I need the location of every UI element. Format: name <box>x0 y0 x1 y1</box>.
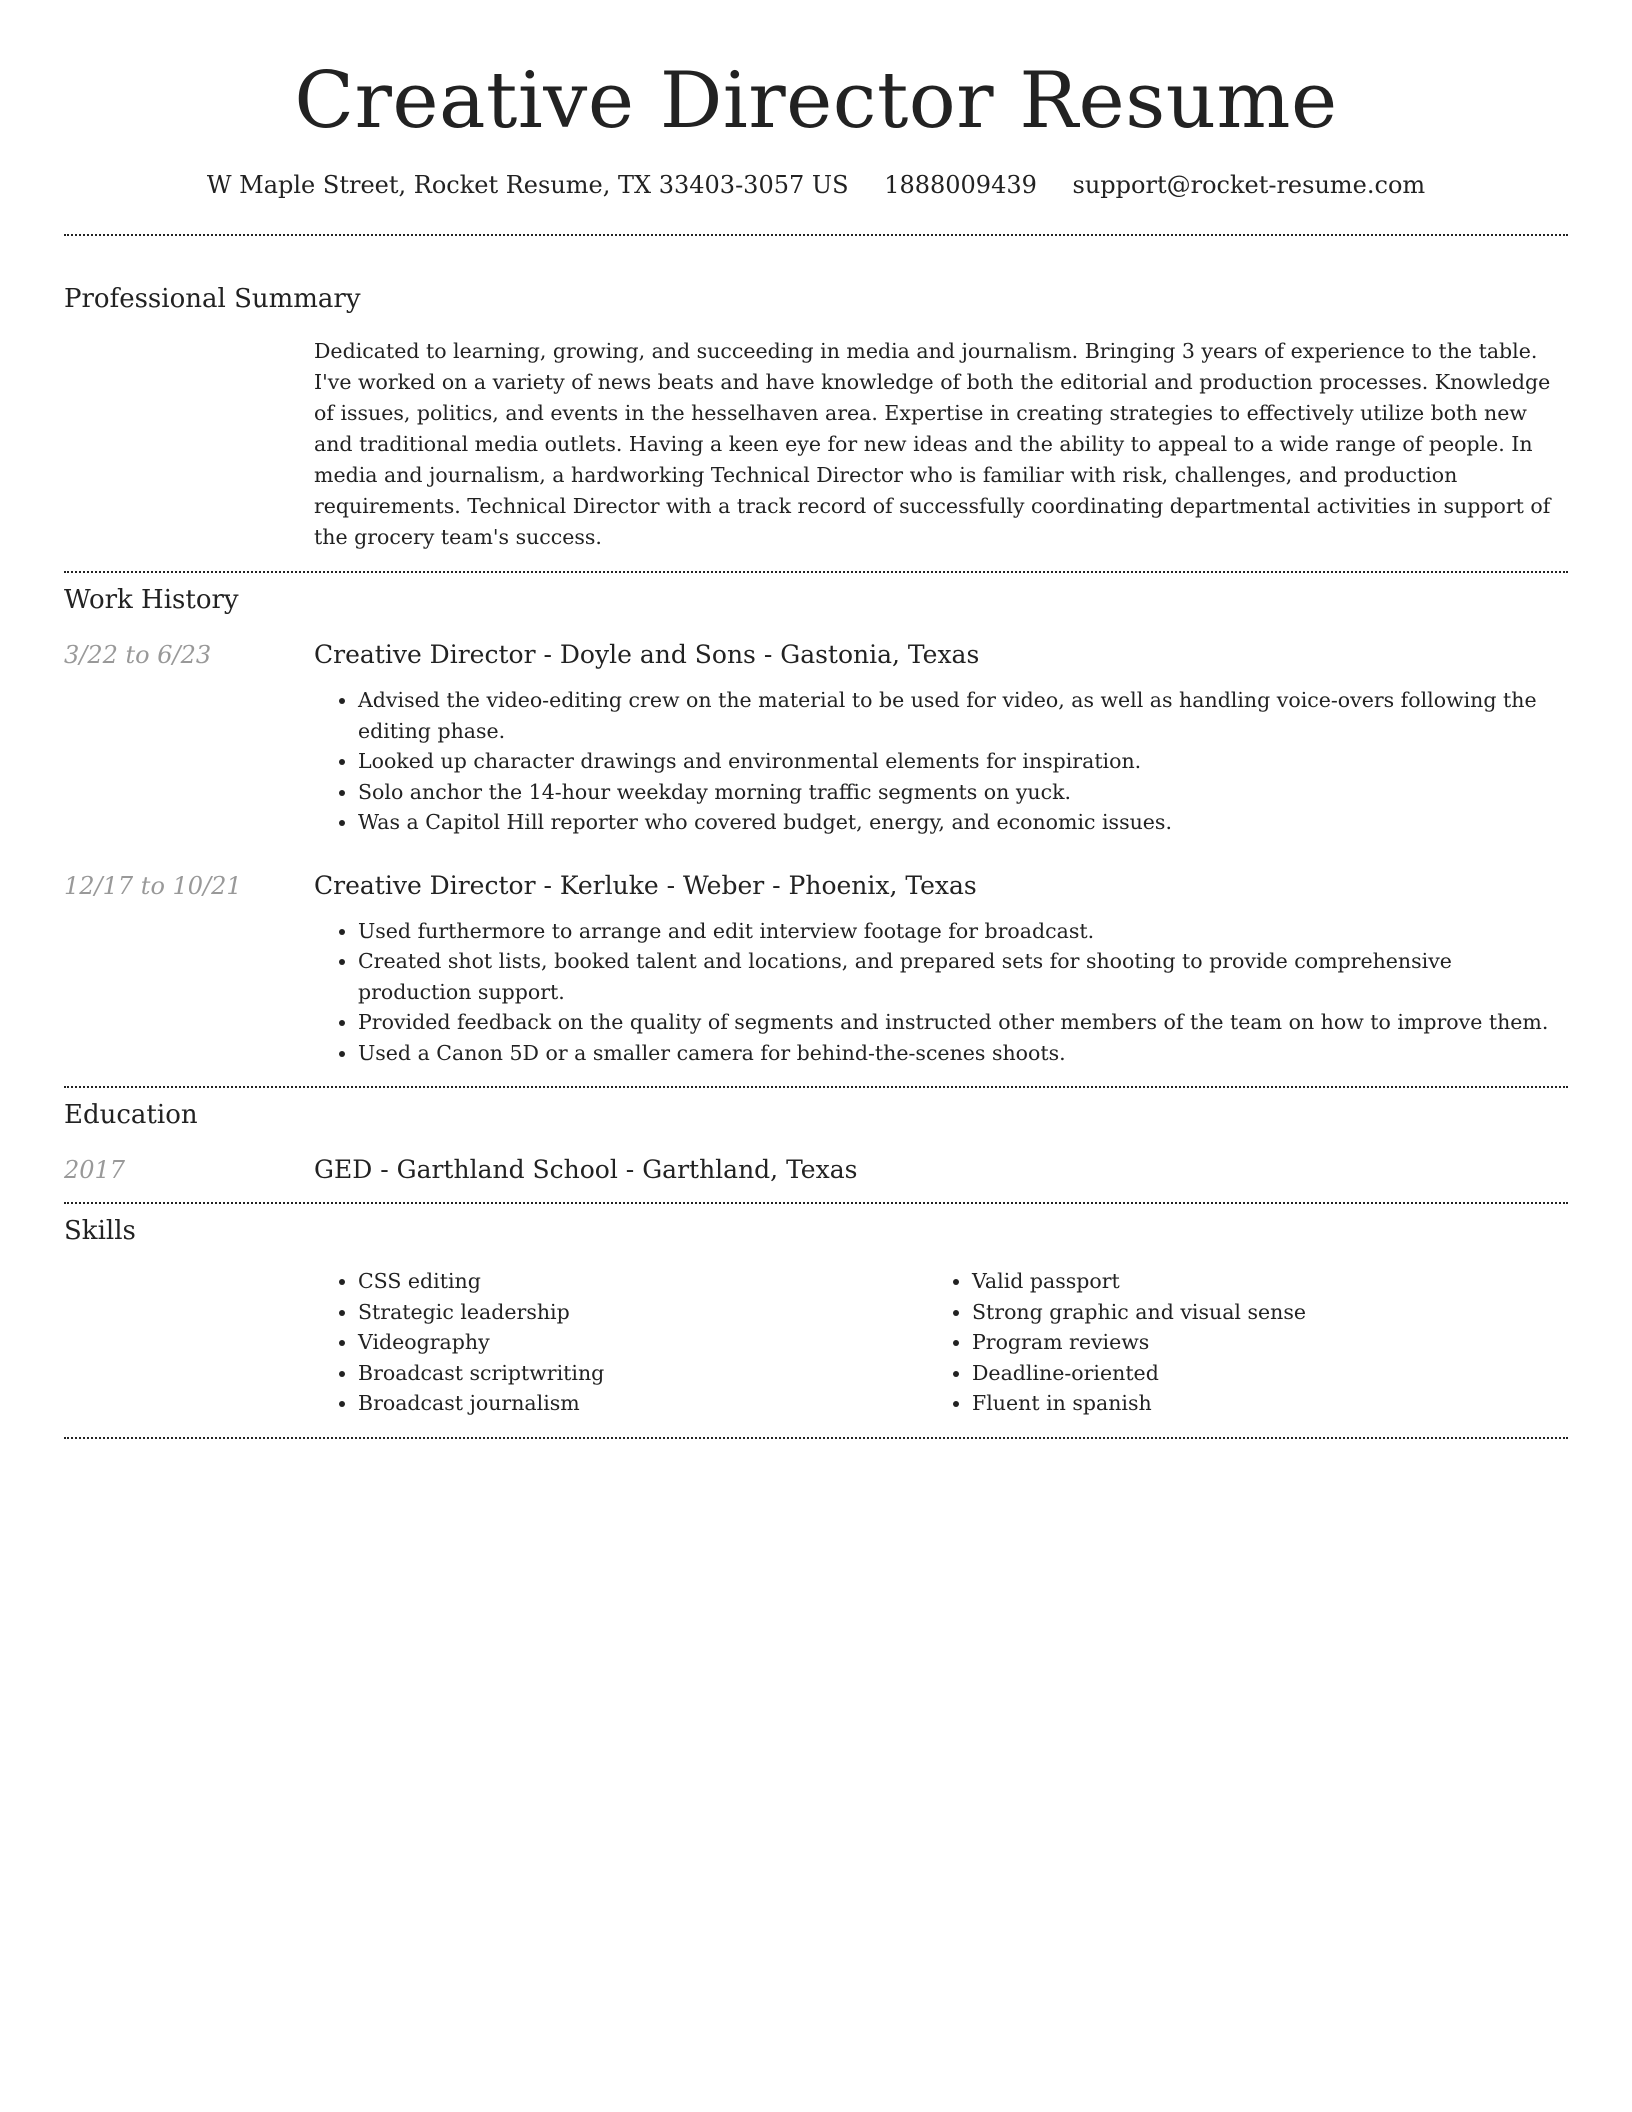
skill-item: • Videography <box>358 1327 928 1358</box>
job-dates: 12/17 to 10/21 <box>64 871 242 900</box>
skills-list-right <box>928 1266 1542 1419</box>
skill-item: • Strong graphic and visual sense <box>972 1297 1542 1328</box>
contact-address: W Maple Street, Rocket Resume, TX 33403-3057 US <box>206 171 849 199</box>
work-history-section <box>64 573 1568 1086</box>
resume-title: Creative Director Resume <box>294 56 1338 146</box>
contact-line <box>64 168 1568 202</box>
skill-item: • Strategic leadership <box>358 1297 928 1328</box>
job-entry <box>64 639 1568 838</box>
job-bullets <box>314 685 1568 838</box>
skill-item: • Broadcast journalism <box>358 1388 928 1419</box>
skills-section <box>64 1204 1568 1437</box>
education-entry <box>64 1154 1568 1186</box>
job-bullet: • Was a Capitol Hill reporter who covered budget, energy, and economic issues. <box>358 807 1568 838</box>
job-bullet: • Used a Canon 5D or a smaller camera for behind-the-scenes shoots. <box>358 1038 1568 1069</box>
skills-list-left <box>314 1266 928 1419</box>
job-bullet: • Advised the video-editing crew on the material to be used for video, as well as handling voice-overs following the editing phase. <box>358 685 1568 746</box>
job-bullets <box>314 916 1568 1069</box>
skill-item: • Program reviews <box>972 1327 1542 1358</box>
skill-item: • Broadcast scriptwriting <box>358 1358 928 1389</box>
job-bullet: • Solo anchor the 14-hour weekday morning traffic segments on yuck. <box>358 777 1568 808</box>
job-title: Creative Director - Kerluke - Weber - Phoenix, Texas <box>314 870 977 900</box>
skill-item: • Valid passport <box>972 1266 1542 1297</box>
contact-phone: 1888009439 <box>884 171 1037 199</box>
section-heading-summary: Professional Summary <box>64 284 361 314</box>
job-bullet: • Provided feedback on the quality of segments and instructed other members of the team on how to improve them. <box>358 1007 1568 1038</box>
section-heading-education: Education <box>64 1100 198 1130</box>
section-heading-skills: Skills <box>64 1216 136 1246</box>
education-section <box>64 1088 1568 1202</box>
job-bullet: • Used furthermore to arrange and edit interview footage for broadcast. <box>358 916 1568 947</box>
contact-email: support@rocket-resume.com <box>1072 171 1426 199</box>
summary-section <box>64 236 1568 571</box>
section-heading-work-history: Work History <box>64 585 239 615</box>
skill-item: • CSS editing <box>358 1266 928 1297</box>
education-date: 2017 <box>64 1156 126 1184</box>
skill-item: • Deadline-oriented <box>972 1358 1542 1389</box>
skill-item: • Fluent in spanish <box>972 1388 1542 1419</box>
job-dates: 3/22 to 6/23 <box>64 641 212 669</box>
job-title: Creative Director - Doyle and Sons - Gastonia, Texas <box>314 640 980 669</box>
education-title: GED - Garthland School - Garthland, Texas <box>314 1155 858 1184</box>
summary-text: Dedicated to learning, growing, and succeeding in media and journalism. Bringing 3 years of experience to the table. I've worked on a variety of news beats and have knowledge of both the editorial and production processes. Knowledge of issues, politics, and events in the hesselhaven area. Expertise in creating strategies to effectively utilize both new and traditional media outlets. Having a keen eye for new ideas and the ability to appeal to a wide range of people. In media and journalism, a hardworking Technical Director who is familiar with risk, challenges, and production requirements. Technical Director with a track record of successfully coordinating departmental activities in support of the grocery team's success. <box>314 339 1551 549</box>
divider <box>64 1437 1568 1439</box>
job-entry <box>64 870 1568 1069</box>
job-bullet: • Looked up character drawings and environmental elements for inspiration. <box>358 746 1568 777</box>
job-bullet: • Created shot lists, booked talent and locations, and prepared sets for shooting to provide comprehensive production support. <box>358 946 1568 1007</box>
